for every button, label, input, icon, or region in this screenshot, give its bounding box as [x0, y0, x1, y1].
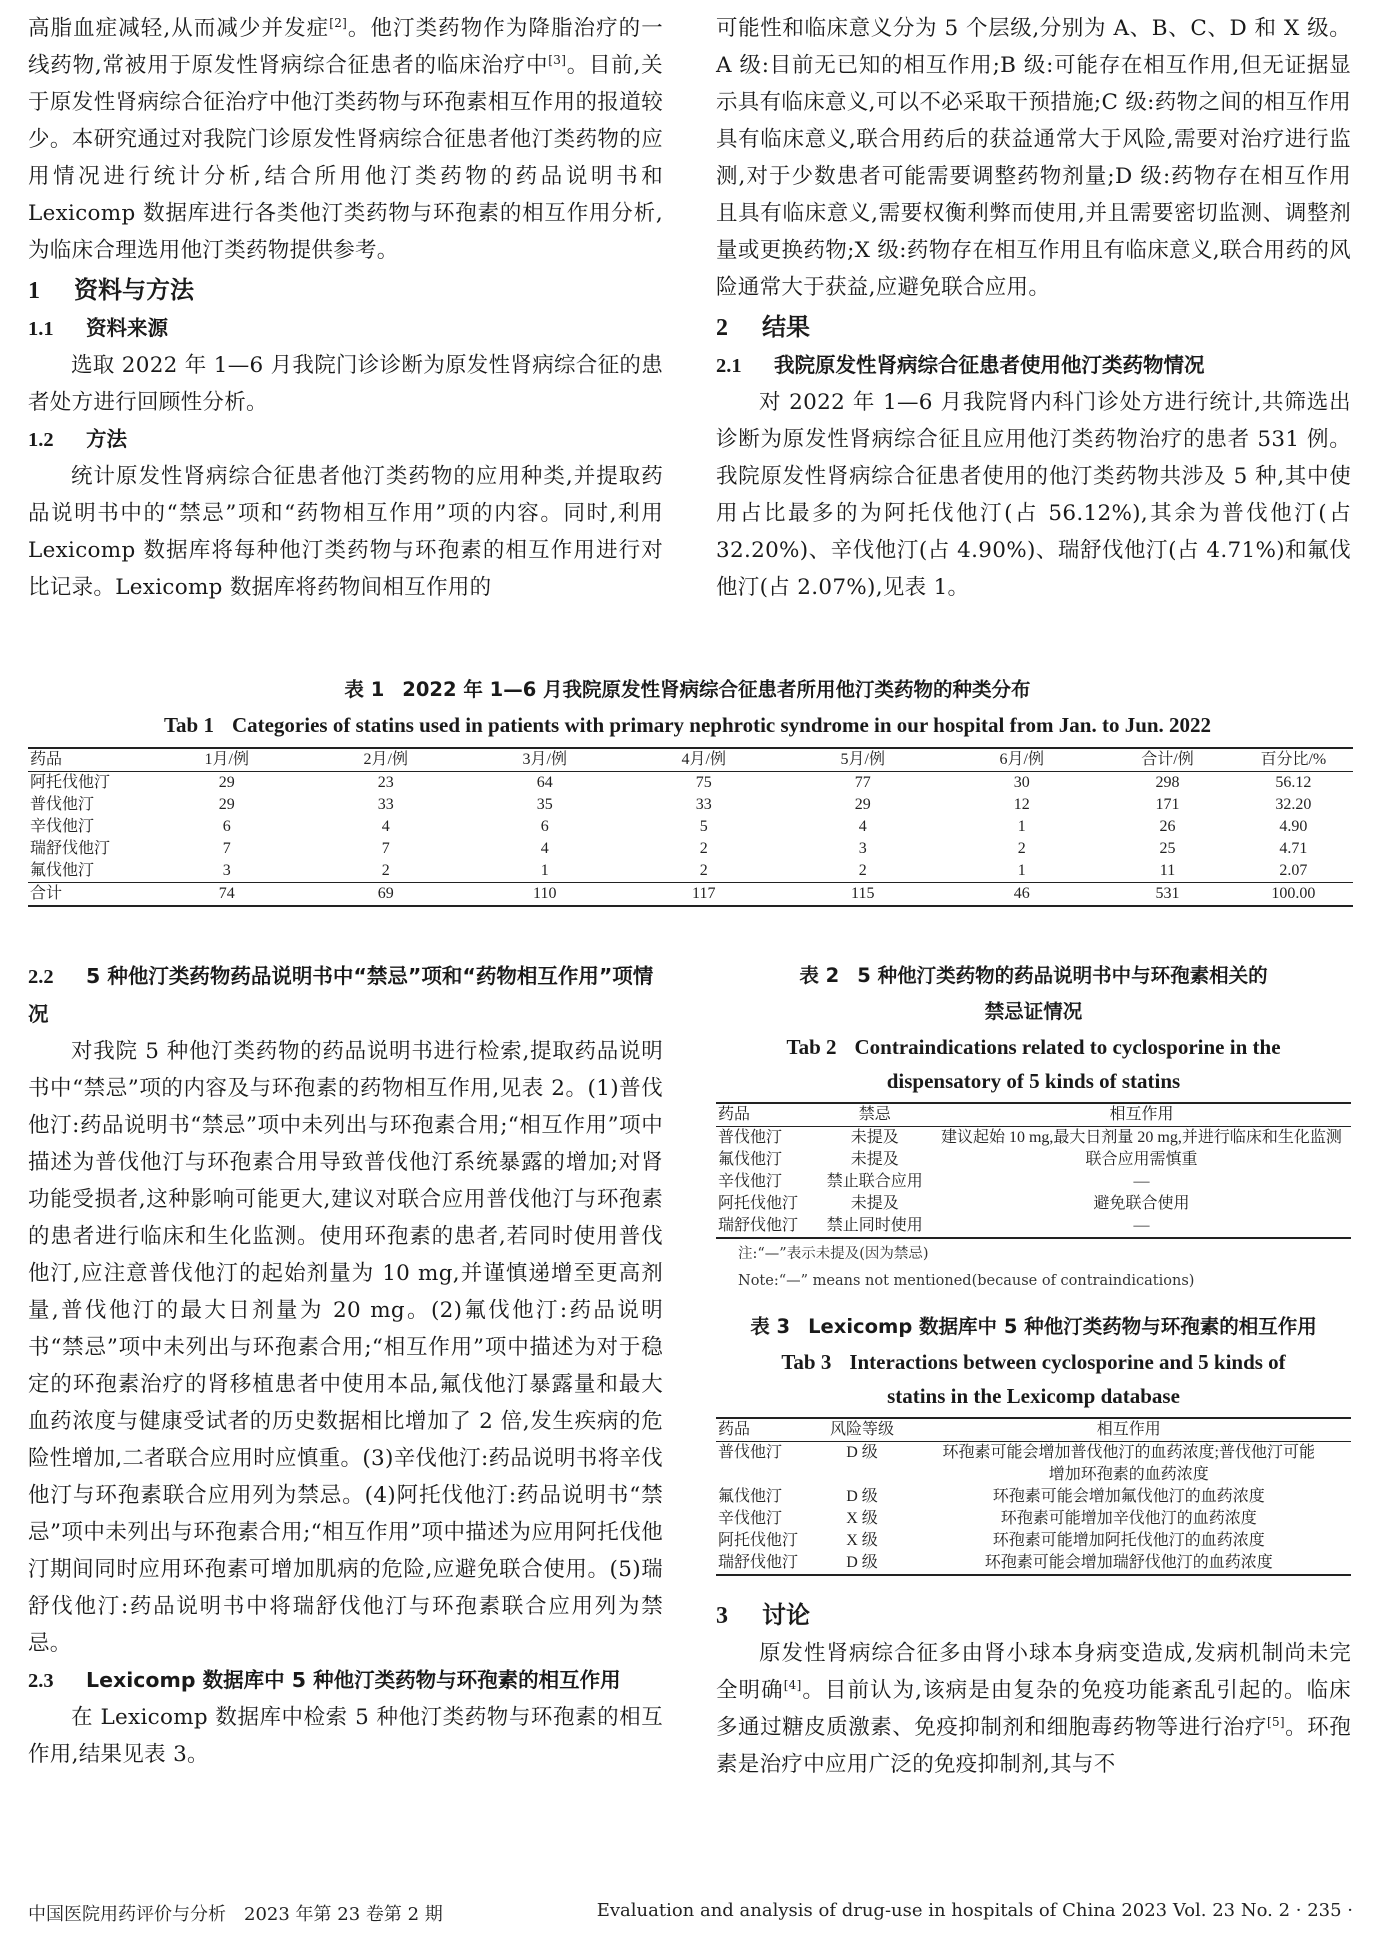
citation[interactable]: [3] — [548, 53, 567, 67]
table-3 — [716, 1417, 1351, 1576]
table-row — [28, 794, 1353, 816]
section-title: 我院原发性肾病综合征患者使用他汀类药物情况 — [774, 353, 1205, 377]
section-1-2-text: 统计原发性肾病综合征患者他汀类药物的应用种类,并提取药品说明书中的“禁忌”项和“药物相互作用”项的内容。同时,利用 Lexicomp 数据库将每种他汀类药物与环孢素的相互作用进行对比记录。Lexicomp 数据库将药物间相互作用的 — [28, 464, 663, 600]
table-row — [716, 1508, 1351, 1530]
section-2-1-text: 对 2022 年 1—6 月我院肾内科门诊处方进行统计,共筛选出诊断为原发性肾病综合征且应用他汀类药物治疗的患者 531 例。我院原发性肾病综合征患者使用的他汀类药物共涉及 5 种,其中使用占比最多的为阿托伐他汀(占 56.12%),其余为普伐他汀(占 32.20%)、辛伐他汀(占 4.90%)、瑞舒伐他汀(占 4.71%)和氟伐他汀(占 2.07%),见表 1。 — [716, 390, 1351, 600]
table-label: 表 1 — [344, 678, 385, 701]
table-row — [716, 1127, 1351, 1150]
section-number: 1.2 — [28, 429, 54, 451]
table-cell: 6 — [222, 818, 231, 835]
table-row — [28, 860, 1353, 883]
text: 。目前,关于原发性肾病综合征治疗中他汀类药物与环孢素相互作用的报道较少。本研究通过对我院门诊原发性肾病综合征患者他汀类药物的应用情况进行统计分析,结合所用他汀类药物的药品说明书和 Lexicomp 数据库进行各类他汀类药物与环孢素的相互作用分析,为临床合理选用他汀类药物提供参考。 — [28, 53, 663, 263]
column-header: 合计/例 — [1141, 751, 1194, 768]
column-header: 百分比/% — [1260, 751, 1327, 768]
table-2-caption-en — [716, 1030, 1351, 1098]
caption-text: Lexicomp 数据库中 5 种他汀类药物与环孢素的相互作用 — [808, 1315, 1317, 1338]
cell-line: 环孢素可能增加阿托伐他汀的血药浓度 — [992, 1532, 1265, 1549]
table-row — [716, 1193, 1351, 1215]
section-1-1-heading — [28, 310, 663, 347]
table-2-note-cn: 注:“—”表示未提及(因为禁忌) — [738, 1246, 929, 1262]
left-column-top — [28, 10, 663, 606]
citation[interactable]: [2] — [329, 16, 348, 30]
table-row — [716, 1171, 1351, 1193]
caption-text: statins in the Lexicomp database — [887, 1384, 1180, 1408]
table-1-caption — [0, 672, 1375, 742]
caption-text: dispensatory of 5 kinds of statins — [886, 1069, 1181, 1093]
table-cell: 3 — [858, 840, 867, 857]
column-header: 相互作用 — [1096, 1421, 1161, 1438]
section-number: 2.2 — [28, 966, 54, 988]
table-cell: 联合应用需慎重 — [1085, 1151, 1198, 1168]
cell-line: 环孢素可能会增加普伐他汀的血药浓度;普伐他汀可能 — [942, 1444, 1315, 1461]
text: 。环孢素是治疗中应用广泛的免疫抑制剂,其与不 — [716, 1715, 1351, 1777]
left-column-bottom — [28, 958, 663, 1773]
table-cell: 氟伐他汀 — [30, 862, 95, 879]
section-title: 5 种他汀类药物药品说明书中“禁忌”项和“药物相互作用”项情况 — [28, 964, 654, 1026]
table-cell: 1 — [1017, 862, 1026, 879]
table-cell: X 级 — [846, 1510, 878, 1527]
citation[interactable]: [4] — [783, 1678, 802, 1692]
table-cell: 171 — [1155, 796, 1180, 813]
table-cell: 禁止联合应用 — [826, 1173, 923, 1190]
right-column-bottom — [716, 958, 1351, 1783]
table-1 — [28, 747, 1353, 907]
section-2-2-text: 对我院 5 种他汀类药物的药品说明书进行检索,提取药品说明书中“禁忌”项的内容及与环孢素的药物相互作用,见表 2。(1)普伐他汀:药品说明书“禁忌”项中未列出与环孢素合用;“相互作用”项中描述为普伐他汀与环孢素合用导致普伐他汀系统暴露的增加;对肾功能受损者,这种影响可能更大,建议对联合应用普伐他汀与环孢素的患者进行临床和生化监测。使用环孢素的患者,若同时使用普伐他汀,应注意普伐他汀的起始剂量为 10 mg,并谨慎递增至更高剂量,普伐他汀的最大日剂量为 20 mg。(2)氟伐他汀:药品说明书“禁忌”项中未列出与环孢素合用;“相互作用”项中描述为对于稳定的环孢素治疗的肾移植患者中使用本品,氟伐他汀暴露量和最大血药浓度与健康受试者的历史数据相比增加了 2 倍,发生疾病的危险性增加,二者联合应用时应慎重。(3)辛伐他汀:药品说明书将辛伐他汀与环孢素联合应用列为禁忌。(4)阿托伐他汀:药品说明书“禁忌”项中未列出与环孢素合用;“相互作用”项中描述为应用阿托伐他汀期间同时应用环孢素可增加肌病的危险,应避免联合使用。(5)瑞舒伐他汀:药品说明书中将瑞舒伐他汀与环孢素联合应用列为禁忌。 — [28, 1039, 663, 1656]
journal-footer-cn: 中国医院用药评价与分析 2023 年第 23 卷第 2 期 — [28, 1904, 443, 1925]
table-3-caption-cn — [716, 1309, 1351, 1345]
table-cell: 辛伐他汀 — [30, 818, 95, 835]
table-label: Tab 2 — [786, 1035, 837, 1059]
table-cell: 阿托伐他汀 — [718, 1532, 799, 1549]
table-label: 表 3 — [750, 1315, 791, 1338]
table-1-caption-en — [0, 708, 1375, 742]
table-cell: 117 — [692, 885, 716, 902]
table-cell: 禁止同时使用 — [826, 1217, 923, 1234]
table-cell: 4 — [381, 818, 390, 835]
table-cell: 4 — [858, 818, 867, 835]
table-cell — [906, 1508, 1351, 1530]
section-title: 资料与方法 — [74, 276, 194, 304]
section-title: 方法 — [86, 427, 127, 451]
table-cell: X 级 — [846, 1532, 878, 1549]
table-cell: 1 — [1017, 818, 1026, 835]
table-2 — [716, 1102, 1351, 1239]
table-cell: 普伐他汀 — [718, 1129, 783, 1146]
table-cell — [906, 1486, 1351, 1508]
table-cell: — — [1133, 1217, 1150, 1234]
table-cell: 33 — [695, 796, 712, 813]
section-number: 1 — [28, 278, 40, 304]
text: 高脂血症减轻,从而减少并发症 — [28, 16, 330, 41]
column-header: 2月/例 — [363, 751, 408, 768]
intro-paragraph — [28, 10, 663, 269]
table-cell — [906, 1530, 1351, 1552]
section-number: 2 — [716, 315, 728, 341]
cell-line: 环孢素可能会增加瑞舒伐他汀的血药浓度 — [984, 1554, 1273, 1571]
table-cell: 阿托伐他汀 — [718, 1195, 799, 1212]
section-number: 2.1 — [716, 355, 742, 377]
section-1-heading — [28, 271, 663, 310]
table-total-row — [28, 883, 1353, 907]
column-header: 相互作用 — [1109, 1106, 1174, 1123]
table-cell: 12 — [1013, 796, 1030, 813]
citation[interactable]: [5] — [1266, 1715, 1285, 1729]
table-cell: 未提及 — [850, 1151, 899, 1168]
table-cell: 合计 — [30, 885, 63, 902]
section-2-3-text: 在 Lexicomp 数据库中检索 5 种他汀类药物与环孢素的相互作用,结果见表 3。 — [28, 1705, 663, 1767]
table-cell: 阿托伐他汀 — [30, 774, 111, 791]
table-cell: 普伐他汀 — [718, 1444, 783, 1461]
table-cell: 6 — [540, 818, 549, 835]
table-cell: 辛伐他汀 — [718, 1173, 783, 1190]
table-cell: 3 — [222, 862, 231, 879]
table-cell: 1 — [540, 862, 549, 879]
column-header: 药品 — [718, 1106, 751, 1123]
column-header: 风险等级 — [830, 1421, 895, 1438]
table-cell: 5 — [699, 818, 708, 835]
section-title: 资料来源 — [86, 316, 168, 340]
table-cell: 辛伐他汀 — [718, 1510, 783, 1527]
table-row — [28, 838, 1353, 860]
table-label: Tab 3 — [781, 1350, 832, 1374]
column-header: 药品 — [30, 751, 63, 768]
cell-line: 环孢素可能增加辛伐他汀的血药浓度 — [1000, 1510, 1257, 1527]
section-2-2-heading — [28, 958, 663, 1033]
table-cell: 2 — [699, 840, 708, 857]
table-cell: 11 — [1159, 862, 1176, 879]
table-row — [716, 1486, 1351, 1508]
table-2-caption-cn — [716, 958, 1351, 1030]
table-cell: 29 — [218, 796, 235, 813]
table-cell: 未提及 — [850, 1195, 899, 1212]
table-cell: 46 — [1013, 885, 1030, 902]
section-title: Lexicomp 数据库中 5 种他汀类药物与环孢素的相互作用 — [86, 1668, 621, 1692]
column-header: 4月/例 — [681, 751, 726, 768]
table-cell: 75 — [695, 774, 712, 791]
table-cell: 4.90 — [1279, 818, 1308, 835]
table-cell: 100.00 — [1271, 885, 1316, 902]
table-cell: 2 — [699, 862, 708, 879]
table-3-caption-en — [716, 1345, 1351, 1413]
table-cell: 298 — [1155, 774, 1180, 791]
section-number: 2.3 — [28, 1670, 54, 1692]
right-column-top — [716, 10, 1351, 606]
text: 。目前认为,该病是由复杂的免疫功能紊乱引起的。临床多通过糖皮质激素、免疫抑制剂和细胞毒药物等进行治疗 — [716, 1678, 1351, 1740]
table-label: Tab 1 — [163, 713, 214, 737]
table-cell: D 级 — [846, 1488, 878, 1505]
table-cell: 35 — [536, 796, 553, 813]
text: 原发性肾病综合征多由肾小球本身病变造成,发病机制尚未完全明确 — [716, 1641, 1351, 1703]
table-header-row — [716, 1103, 1351, 1127]
caption-text: 禁忌证情况 — [984, 1000, 1083, 1023]
table-cell: D 级 — [846, 1444, 878, 1461]
section-1-1-text: 选取 2022 年 1—6 月我院门诊诊断为原发性肾病综合征的患者处方进行回顾性分析。 — [28, 353, 664, 415]
table-cell: 30 — [1013, 774, 1030, 791]
table-cell: 未提及 — [850, 1129, 899, 1146]
table-2-note-en: Note:“—” means not mentioned(because of contraindications) — [738, 1273, 1195, 1289]
table-cell: 氟伐他汀 — [718, 1488, 783, 1505]
caption-text: 5 种他汀类药物的药品说明书中与环孢素相关的 — [857, 964, 1268, 987]
table-cell: 避免联合使用 — [1093, 1195, 1190, 1212]
table-cell: 25 — [1159, 840, 1176, 857]
table-row — [716, 1442, 1351, 1487]
caption-text: Interactions between cyclosporine and 5 kinds of — [849, 1350, 1286, 1374]
caption-text: Contraindications related to cyclosporine in the — [854, 1035, 1281, 1059]
table-cell: 2.07 — [1279, 862, 1308, 879]
table-cell: 瑞舒伐他汀 — [718, 1217, 799, 1234]
table-header-row — [716, 1418, 1351, 1442]
section-2-heading — [716, 308, 1351, 347]
section-2-1-heading — [716, 347, 1351, 384]
table-cell — [906, 1552, 1351, 1575]
table-cell: 110 — [533, 885, 557, 902]
section-2-3-heading — [28, 1662, 663, 1699]
table-cell: 7 — [381, 840, 390, 857]
table-cell: 33 — [377, 796, 394, 813]
table-cell: 74 — [218, 885, 235, 902]
column-header: 5月/例 — [840, 751, 885, 768]
table-cell: 29 — [218, 774, 235, 791]
table-cell: 56.12 — [1275, 774, 1312, 791]
table-cell: 2 — [381, 862, 390, 879]
table-cell: 7 — [222, 840, 231, 857]
table-row — [28, 772, 1353, 795]
table-cell: D 级 — [846, 1554, 878, 1571]
table-row — [716, 1552, 1351, 1575]
journal-footer-en: Evaluation and analysis of drug-use in hospitals of China 2023 Vol. 23 No. 2 · 235 · — [596, 1900, 1353, 1921]
table-cell: 瑞舒伐他汀 — [718, 1554, 799, 1571]
section-3-heading — [716, 1596, 1351, 1635]
table-cell: 普伐他汀 — [30, 796, 95, 813]
table-cell: 26 — [1159, 818, 1176, 835]
table-header-row — [28, 748, 1353, 772]
section-title: 结果 — [762, 313, 810, 341]
table-cell: 4.71 — [1279, 840, 1308, 857]
section-number: 1.1 — [28, 318, 54, 340]
column-header: 禁忌 — [858, 1106, 891, 1123]
section-3-text — [716, 1635, 1351, 1783]
table-cell: 64 — [536, 774, 553, 791]
table-cell — [906, 1442, 1351, 1487]
caption-text: 2022 年 1—6 月我院原发性肾病综合征患者所用他汀类药物的种类分布 — [402, 678, 1031, 701]
table-row — [28, 816, 1353, 838]
text: 。他汀类药物作为降脂治疗的一线药物,常被用于原发性肾病综合征患者的临床治疗中 — [28, 16, 663, 78]
cell-line: 增加环孢素的血药浓度 — [1048, 1466, 1209, 1483]
column-header: 药品 — [718, 1421, 751, 1438]
table-cell: 77 — [854, 774, 871, 791]
cell-line: 环孢素可能会增加氟伐他汀的血药浓度 — [992, 1488, 1265, 1505]
table-cell: 69 — [377, 885, 394, 902]
section-title: 讨论 — [762, 1601, 810, 1629]
caption-text: Categories of statins used in patients with primary nephrotic syndrome in our hospital from Jan. to Jun. 2022 — [231, 713, 1212, 737]
table-cell: 氟伐他汀 — [718, 1151, 783, 1168]
column-header: 6月/例 — [999, 751, 1044, 768]
section-1-2-heading — [28, 421, 663, 458]
table-row — [716, 1215, 1351, 1238]
table-cell: 531 — [1155, 885, 1180, 902]
table-cell: 建议起始 10 mg,最大日剂量 20 mg,并进行临床和生化监测 — [940, 1129, 1342, 1146]
table-cell: 瑞舒伐他汀 — [30, 840, 111, 857]
table-cell: 115 — [851, 885, 875, 902]
table-cell: 29 — [854, 796, 871, 813]
section-number: 3 — [716, 1603, 728, 1629]
levels-paragraph: 可能性和临床意义分为 5 个层级,分别为 A、B、C、D 和 X 级。A 级:目前无已知的相互作用;B 级:可能存在相互作用,但无证据显示具有临床意义,可以不必采取干预措施;C 级:药物之间的相互作用具有临床意义,联合用药后的获益通常大于风险,需要对治疗进行监测,对于少数患者可能需要调整药物剂量;D 级:药物存在相互作用且具有临床意义,需要权衡利弊而使用,并且需要密切监测、调整剂量或更换药物;X 级:药物存在相互作用且有临床意义,联合用药的风险通常大于获益,应避免联合应用。 — [716, 16, 1351, 300]
table-row — [716, 1530, 1351, 1552]
table-cell: — — [1133, 1173, 1150, 1190]
table-row — [716, 1149, 1351, 1171]
table-cell: 2 — [858, 862, 867, 879]
table-cell: 32.20 — [1275, 796, 1312, 813]
table-cell: 23 — [377, 774, 394, 791]
table-label: 表 2 — [799, 964, 840, 987]
table-cell: 4 — [540, 840, 549, 857]
table-1-caption-cn — [0, 672, 1375, 708]
column-header: 1月/例 — [204, 751, 249, 768]
column-header: 3月/例 — [522, 751, 567, 768]
table-cell: 2 — [1017, 840, 1026, 857]
